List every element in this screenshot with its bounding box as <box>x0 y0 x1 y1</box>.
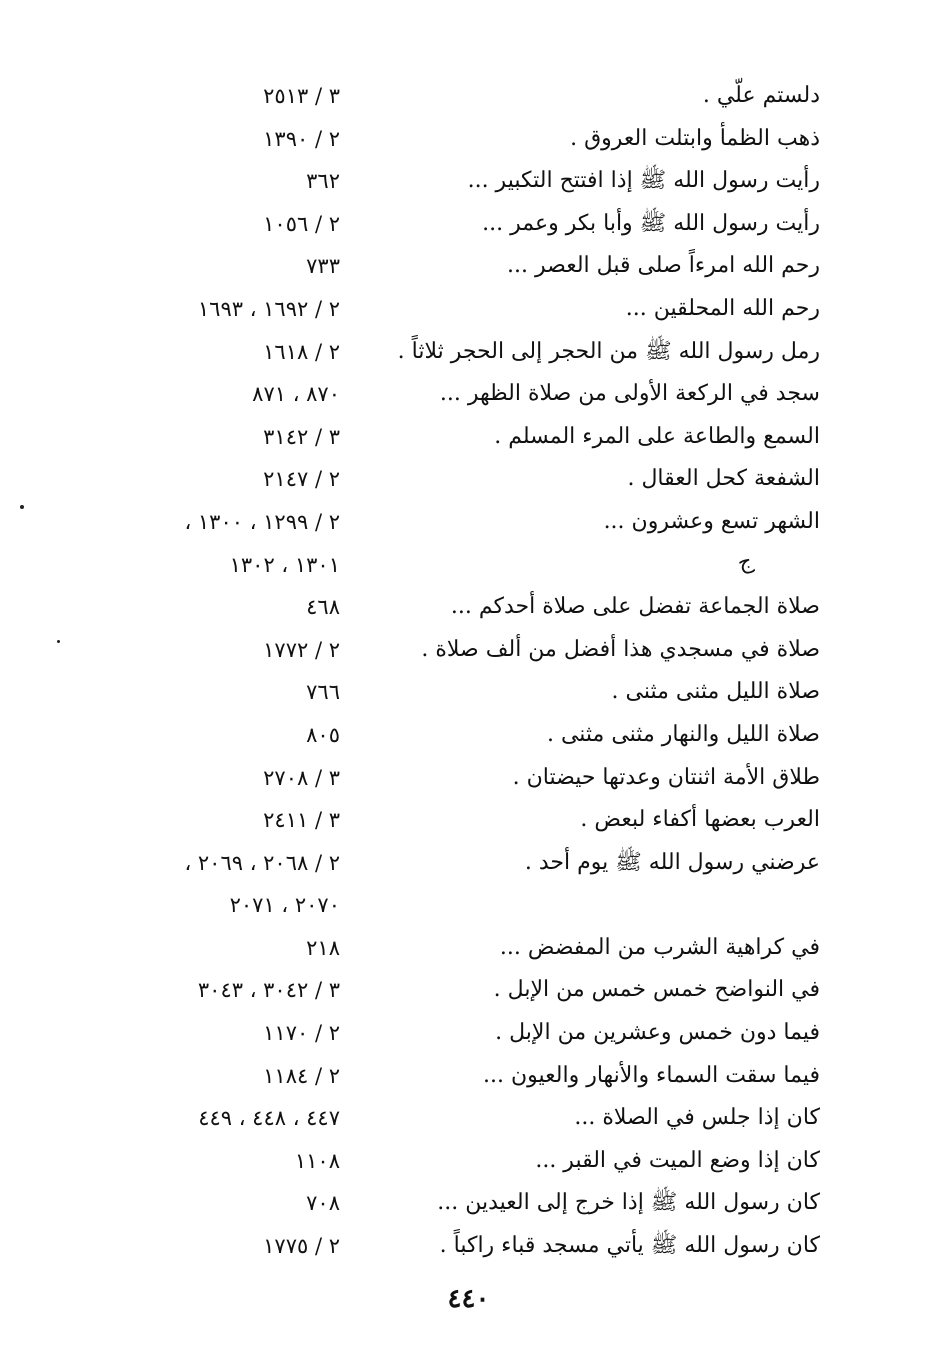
entry-phrase: طلاق الأمة اثنتان وعدتها حيضتان . <box>512 764 820 790</box>
entry-phrase: رأيت رسول الله ﷺ إذا افتتح التكبير ... <box>467 168 820 194</box>
entry-phrase: كان رسول الله ﷺ إذا خرج إلى العيدين ... <box>437 1190 820 1216</box>
index-entry <box>140 1225 820 1268</box>
page-number: ٤٤٠ <box>447 1284 490 1314</box>
entry-reference: ١٣٠١ ، ١٣٠٢ <box>229 552 340 577</box>
entry-reference: ٧٦٦ <box>306 680 340 705</box>
entry-phrase: سجد في الركعة الأولى من صلاة الظهر ... <box>439 381 820 407</box>
entry-reference: ٢ / ١٢٩٩ ، ١٣٠٠ ، <box>184 509 340 534</box>
entry-phrase: كان رسول الله ﷺ يأتي مسجد قباء راكباً . <box>439 1233 820 1259</box>
entry-phrase: عرضني رسول الله ﷺ يوم أحد . <box>524 849 820 875</box>
index-entry <box>140 416 820 459</box>
entry-phrase: فيما سقت السماء والأنهار والعيون ... <box>483 1062 820 1088</box>
entry-phrase: العرب بعضها أكفاء لبعض . <box>580 807 820 833</box>
entry-reference: ٢ / ١١٨٤ <box>263 1063 340 1088</box>
index-entry <box>140 714 820 757</box>
index-list <box>140 75 820 1268</box>
index-entry <box>140 799 820 842</box>
entry-reference: ٣ / ٣٠٤٢ ، ٣٠٤٣ <box>197 978 340 1003</box>
entry-reference: ٢ / ٢٠٦٨ ، ٢٠٦٩ ، <box>184 850 340 875</box>
entry-reference: ٢١٨ <box>306 935 340 960</box>
entry-reference: ٣ / ٣١٤٢ <box>263 424 340 449</box>
section-letter-mark: ج <box>734 547 756 577</box>
entry-reference: ٣٦٢ <box>306 169 340 194</box>
index-entry <box>140 671 820 714</box>
entry-reference: ٧٠٨ <box>306 1191 340 1216</box>
entry-phrase: كان إذا جلس في الصلاة ... <box>574 1105 820 1131</box>
entry-phrase: صلاة الليل والنهار مثنى مثنى . <box>546 721 820 747</box>
index-entry <box>140 1182 820 1225</box>
entry-phrase: فيما دون خمس وعشرين من الإبل . <box>495 1020 820 1046</box>
index-entry <box>140 373 820 416</box>
entry-phrase: صلاة الليل مثنى مثنى . <box>611 679 820 705</box>
entry-phrase: ذهب الظمأ وابتلت العروق . <box>570 125 820 151</box>
entry-phrase: رأيت رسول الله ﷺ وأبا بكر وعمر ... <box>482 210 820 236</box>
entry-reference: ٣ / ٢٧٠٨ <box>263 765 340 790</box>
entry-phrase: الشهر تسع وعشرون ... <box>603 508 820 534</box>
index-entry <box>140 629 820 672</box>
entry-reference: ٤٦٨ <box>306 595 340 620</box>
entry-reference: ٣ / ٢٥١٣ <box>263 84 340 108</box>
entry-reference: ٤٤٧ ، ٤٤٨ ، ٤٤٩ <box>198 1106 340 1131</box>
index-entry <box>140 927 820 970</box>
index-entry-continuation <box>140 544 820 587</box>
index-entry <box>140 757 820 800</box>
entry-reference: ٢ / ١٧٧٢ <box>263 637 340 662</box>
entry-reference: ٢ / ١٣٩٠ <box>263 126 340 151</box>
entry-reference: ٢٠٧٠ ، ٢٠٧١ <box>229 893 340 918</box>
index-entry <box>140 1055 820 1098</box>
index-entry <box>140 203 820 246</box>
entry-phrase: صلاة الجماعة تفضل على صلاة أحدكم ... <box>450 594 820 620</box>
entry-reference: ٣ / ٢٤١١ <box>263 808 340 833</box>
index-entry <box>140 331 820 374</box>
entry-reference: ٢ / ١٠٥٦ <box>263 211 340 236</box>
index-entry <box>140 1097 820 1140</box>
entry-phrase: رمل رسول الله ﷺ من الحجر إلى الحجر ثلاثاً . <box>397 338 820 364</box>
entry-phrase: في النواضح خمس خمس من الإبل . <box>493 977 820 1003</box>
scan-speck <box>20 505 24 509</box>
index-entry <box>140 842 820 885</box>
entry-reference: ٧٣٣ <box>306 254 340 279</box>
entry-reference: ١١٠٨ <box>294 1148 340 1173</box>
index-entry-continuation <box>140 884 820 927</box>
index-entry <box>140 1012 820 1055</box>
entry-reference: ٢ / ١٧٧٥ <box>263 1234 340 1259</box>
index-entry <box>140 75 820 118</box>
entry-reference: ٢ / ٢١٤٧ <box>263 467 340 492</box>
entry-phrase: السمع والطاعة على المرء المسلم . <box>494 423 820 449</box>
index-entry <box>140 586 820 629</box>
entry-phrase: كان إذا وضع الميت في القبر ... <box>535 1147 820 1173</box>
entry-reference: ٢ / ١٦٩٢ ، ١٦٩٣ <box>197 296 340 321</box>
entry-phrase: صلاة في مسجدي هذا أفضل من ألف صلاة . <box>421 636 820 662</box>
index-entry <box>140 458 820 501</box>
scan-speck <box>57 640 60 643</box>
entry-phrase: الشفعة كحل العقال . <box>627 466 820 492</box>
index-entry <box>140 245 820 288</box>
index-entry <box>140 288 820 331</box>
entry-phrase: رحم الله المحلقين ... <box>625 295 820 321</box>
entry-reference: ٨٠٥ <box>306 722 340 747</box>
index-entry <box>140 969 820 1012</box>
index-entry <box>140 160 820 203</box>
entry-reference: ٨٧٠ ، ٨٧١ <box>252 382 340 407</box>
entry-phrase: رحم الله امرءاً صلى قبل العصر ... <box>507 253 820 279</box>
entry-reference: ٢ / ١٦١٨ <box>263 339 340 364</box>
entry-phrase: في كراهية الشرب من المفضض ... <box>499 934 820 960</box>
index-entry <box>140 1140 820 1183</box>
index-entry <box>140 501 820 544</box>
entry-phrase: دلستم علّي . <box>702 83 820 108</box>
entry-reference: ٢ / ١١٧٠ <box>263 1021 340 1046</box>
index-entry <box>140 118 820 161</box>
